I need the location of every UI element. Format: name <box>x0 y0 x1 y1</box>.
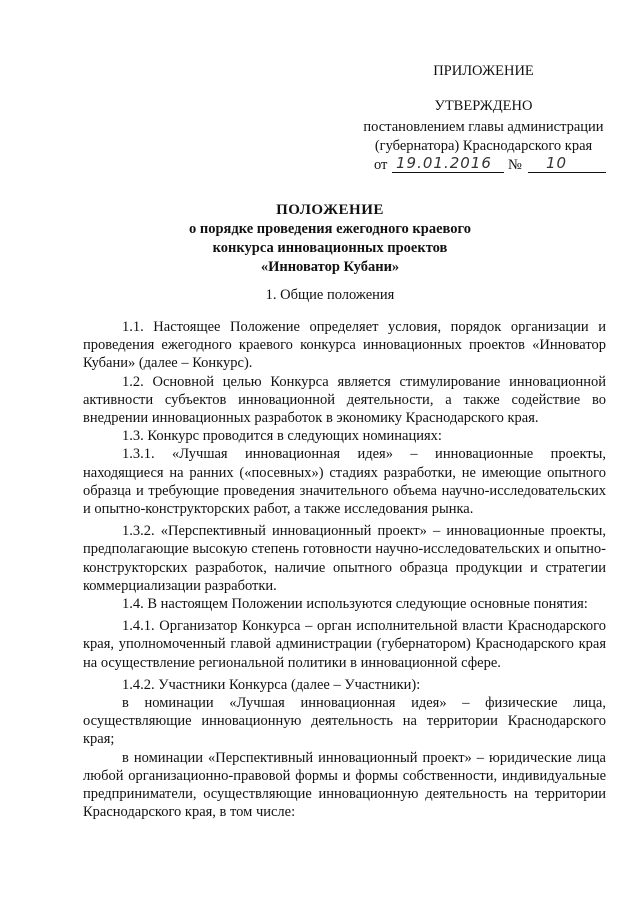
appendix-label: ПРИЛОЖЕНИЕ <box>433 63 534 79</box>
paragraph-1-1: 1.1. Настоящее Положение определяет условия, порядок организации и проведения ежегодного краевого конкурса инновационных проектов «Инноватор Кубани» (далее – Конкурс). <box>83 319 606 372</box>
title-line-1: о порядке проведения ежегодного краевого <box>189 221 471 237</box>
document-body <box>83 318 606 821</box>
handwritten-number: 10 <box>546 154 568 172</box>
paragraph-1-4: 1.4. В настоящем Положении используются следующие основные понятия: <box>122 596 588 613</box>
paragraph-1-3: 1.3. Конкурс проводится в следующих номинациях: <box>122 428 442 445</box>
paragraph-1-3-1: 1.3.1. «Лучшая инновационная идея» – инновационные проекты, находящиеся на ранних («посевных») стадиях разработки, не имеющие опытного образца и требующие проведения значительного объема научно-исследовательских и опытно-конструкторских работ, а также исследования рынка. <box>83 446 606 518</box>
title-line-2: конкурса инновационных проектов <box>212 240 448 256</box>
section-heading: 1. Общие положения <box>265 287 395 303</box>
decree-line-1: постановлением главы администрации <box>363 119 604 135</box>
number-prefix: № <box>508 157 522 173</box>
title-line-3: «Инноватор Кубани» <box>260 259 400 275</box>
date-prefix: от <box>374 157 388 173</box>
document-title: ПОЛОЖЕНИЕ <box>276 202 384 218</box>
approval-stamp-block <box>356 62 611 176</box>
paragraph-nomination-idea: в номинации «Лучшая инновационная идея» – физические лица, осуществляющие инновационную деятельность на территории Краснодарского края; <box>83 695 606 748</box>
paragraph-1-4-1: 1.4.1. Организатор Конкурса – орган исполнительной власти Краснодарского края, уполномоченный главой администрации (губернатором) Краснодарского края на осуществление региональной политики в инновационной сфере. <box>83 618 606 671</box>
paragraph-1-2: 1.2. Основной целью Конкурса является стимулирование инновационной активности субъектов инновационной деятельности, а также содействие во внедрении инновационных разработок в экономику Краснодарского края. <box>83 373 606 427</box>
document-title-block <box>70 201 590 277</box>
approved-label: УТВЕРЖДЕНО <box>434 98 533 114</box>
paragraph-1-4-2: 1.4.2. Участники Конкурса (далее – Участники): <box>122 676 421 693</box>
decree-line-2: (губернатора) Краснодарского края <box>374 138 593 154</box>
date-number-line <box>356 156 611 176</box>
paragraph-1-3-2: 1.3.2. «Перспективный инновационный проект» – инновационные проекты, предполагающие высокую степень готовности научно-исследовательских и опытно-конструкторских разработок, наличие опытного образца продукции и стратегии коммерциализации разработки. <box>83 523 606 594</box>
paragraph-nomination-project: в номинации «Перспективный инновационный проект» – юридические лица любой организационно-правовой формы и формы собственности, индивидуальные предприниматели, осуществляющие инновационную деятельность на территории Краснодарского края, в том числе: <box>83 749 606 821</box>
handwritten-date: 19.01.2016 <box>396 154 492 172</box>
